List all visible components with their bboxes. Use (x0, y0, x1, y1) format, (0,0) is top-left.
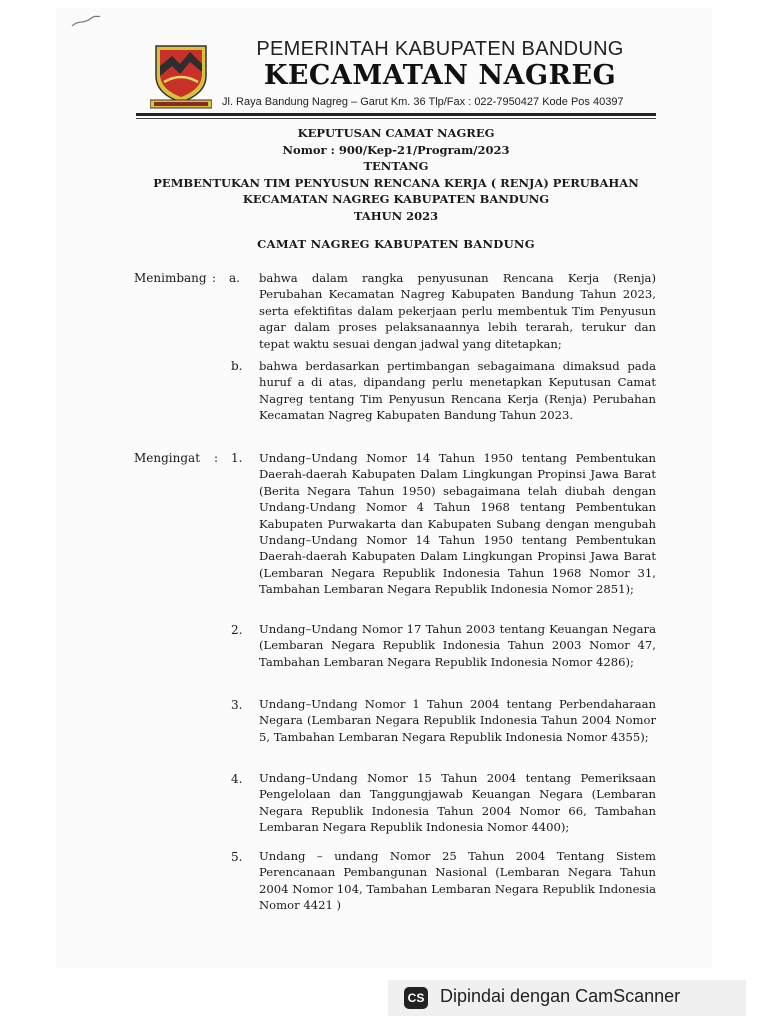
office-address: Jl. Raya Bandung Nagreg – Garut Km. 36 Tlp/Fax : 022-7950427 Kode Pos 40397 (222, 96, 624, 108)
pen-mark-icon (70, 14, 102, 30)
letterhead-rule-thin (136, 118, 656, 119)
bandung-regency-emblem-icon (150, 42, 212, 110)
mengingat-item-1: Undang–Undang Nomor 14 Tahun 1950 tentang Pembentukan Daerah-daerah Kabupaten Dalam Lingkungan Propinsi Jawa Barat (Berita Negara Tahun 1950) sebagaimana telah diubah dengan Undang-Undang Nomor 4 Tahun 1968 tentang Pembentukan Kabupaten Purwakarta dan Kabupaten Subang dengan mengubah Undang–Undang Nomor 14 Tahun 1950 tentang Pembentukan Daerah-daerah Kabupaten Dalam Lingkungan Propinsi Jawa Barat (Lembaran Negara Republik Indonesia Tahun 1968 Nomor 31, Tambahan Lembaran Negara Republik Indonesia Nomor 2851); (259, 451, 656, 597)
government-title: PEMERINTAH KABUPATEN BANDUNG (256, 38, 624, 60)
menimbang-marker-b: b. (231, 359, 243, 373)
menimbang-marker-a: a. (229, 271, 240, 285)
decree-year: TAHUN 2023 (353, 208, 439, 223)
mengingat-marker-1: 1. (231, 451, 243, 465)
menimbang-label: Menimbang (134, 271, 207, 285)
decree-subject: PEMBENTUKAN TIM PENYUSUN RENCANA KERJA ( RENJA) PERUBAHAN (153, 175, 639, 190)
district-title: KECAMATAN NAGREG (263, 60, 617, 91)
mengingat-colon: : (214, 451, 219, 465)
decree-title: KEPUTUSAN CAMAT NAGREG (297, 126, 495, 140)
mengingat-item-3: Undang–Undang Nomor 1 Tahun 2004 tentang Perbendaharaan Negara (Lembaran Negara Republik Indonesia Tahun 2004 Nomor 5, Tambahan Lembaran Negara Republik Indonesia Nomor 4355); (259, 697, 656, 744)
decree-heading (136, 125, 656, 224)
menimbang-item-b: bahwa berdasarkan pertimbangan sebagaimana dimaksud pada huruf a di atas, dipandang perlu menetapkan Keputusan Camat Nagreg tentang Tim Penyusun Rencana Kerja (Renja) Perubahan Kecamatan Nagreg Kabupaten Bandung Tahun 2023. (259, 359, 656, 423)
decree-subject-line2: KECAMATAN NAGREG KABUPATEN BANDUNG (242, 192, 550, 206)
letterhead-rule-thick (136, 113, 656, 116)
mengingat-marker-4: 4. (231, 772, 243, 786)
mengingat-item-5: Undang – undang Nomor 25 Tahun 2004 Tentang Sistem Perencanaan Pembangunan Nasional (Lembaran Negara Tahun 2004 Nomor 104, Tambahan Lembaran Negara Republik Indonesia Nomor 4421 ) (259, 849, 656, 913)
camscanner-text: Dipindai dengan CamScanner (440, 986, 681, 1006)
decree-about: TENTANG (363, 159, 429, 173)
decree-number: Nomor : 900/Kep-21/Program/2023 (282, 142, 510, 157)
issuer-title: CAMAT NAGREG KABUPATEN BANDUNG (257, 237, 535, 251)
mengingat-label: Mengingat (134, 451, 201, 465)
mengingat-marker-3: 3. (231, 698, 243, 712)
mengingat-item-4: Undang–Undang Nomor 15 Tahun 2004 tentang Pemeriksaan Pengelolaan dan Tanggungjawab Keuangan Negara (Lembaran Negara Republik Indonesia Tahun 2004 Nomor 66, Tambahan Lembaran Negara Republik Indonesia Nomor 4400); (259, 771, 656, 835)
mengingat-marker-5: 5. (231, 850, 243, 864)
mengingat-marker-2: 2. (231, 623, 243, 637)
menimbang-colon: : (212, 271, 217, 285)
menimbang-item-a: bahwa dalam rangka penyusunan Rencana Kerja (Renja) Perubahan Kecamatan Nagreg Kabupaten Bandung Tahun 2023, serta efektifitas dalam pekerjaan perlu membentuk Tim Penyusun agar dalam proses pelaksanaannya lebih terarah, terukur dan tepat waktu sesuai dengan jadwal yang ditetapkan; (259, 271, 656, 351)
camscanner-logo-icon: CS (404, 987, 428, 1009)
mengingat-item-2: Undang–Undang Nomor 17 Tahun 2003 tentang Keuangan Negara (Lembaran Negara Republik Indonesia Tahun 2003 Nomor 47, Tambahan Lembaran Negara Republik Indonesia Nomor 4286); (259, 622, 656, 669)
camscanner-watermark (388, 980, 746, 1016)
